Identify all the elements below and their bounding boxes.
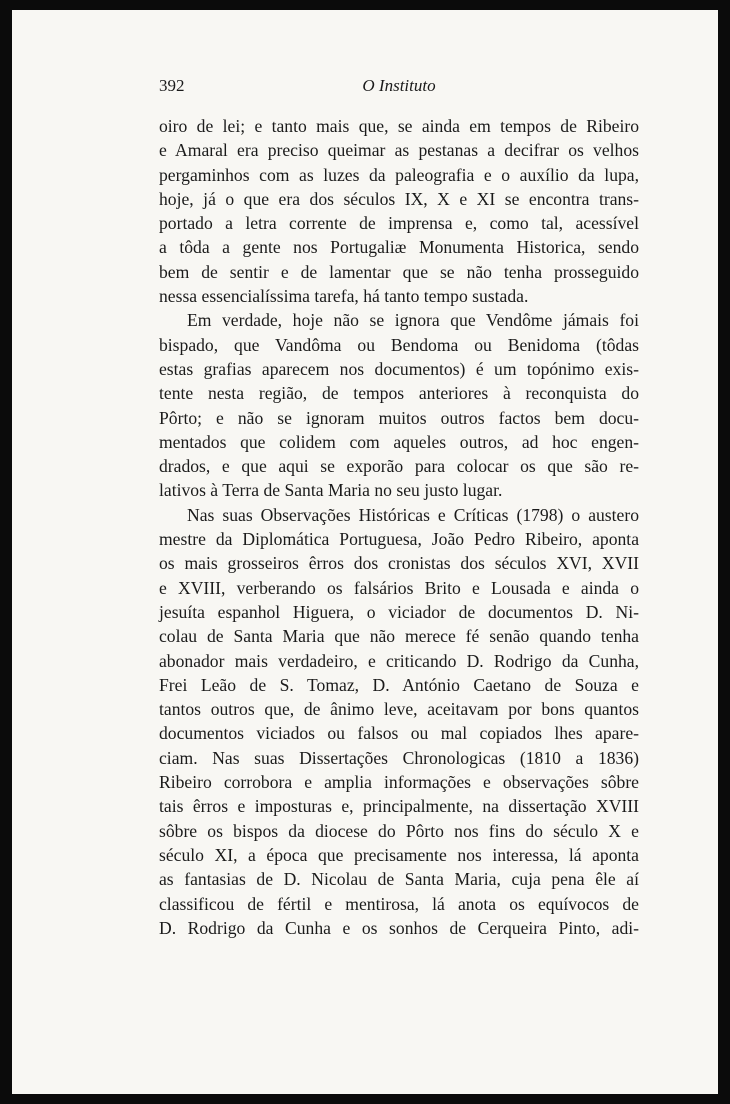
text-line: jesuíta espanhol Higuera, o viciador de documentos D. Ni- (159, 601, 639, 622)
text-line: bem de sentir e de lamentar que se não tenha prosseguido (159, 261, 639, 282)
text-line: mentados que colidem com aqueles outros, ad hoc engen- (159, 431, 639, 452)
text-line: e XVIII, verberando os falsários Brito e Lousada e ainda o (159, 577, 639, 598)
text-line: as fantasias de D. Nicolau de Santa Maria, cuja pena êle aí (159, 869, 639, 890)
text-line: século XI, a época que precisamente nos interessa, lá aponta (159, 844, 639, 865)
book-page (12, 10, 718, 1094)
text-line: Pôrto; e não se ignoram muitos outros factos bem docu- (159, 407, 639, 428)
page-number: 392 (159, 76, 185, 95)
text-line: Nas suas Observações Históricas e Críticas (1798) o austero (187, 504, 639, 525)
text-line: abonador mais verdadeiro, e criticando D. Rodrigo da Cunha, (159, 650, 639, 671)
running-title: O Instituto (362, 76, 436, 95)
text-line: documentos viciados ou falsos ou mal copiados lhes apare- (159, 723, 639, 744)
text-line: tente nesta região, de tempos anteriores à reconquista do (159, 383, 639, 404)
text-line: classificou de fértil e mentirosa, lá anota os equívocos de (159, 893, 639, 914)
text-line: hoje, já o que era dos séculos IX, X e XI se encontra trans- (159, 188, 639, 209)
text-line: Em verdade, hoje não se ignora que Vendôme jámais foi (187, 310, 639, 331)
text-line: e Amaral era preciso queimar as pestanas a decifrar os velhos (159, 140, 639, 161)
text-line: mestre da Diplomática Portuguesa, João Pedro Ribeiro, aponta (159, 529, 639, 550)
text-line: os mais grosseiros êrros dos cronistas dos séculos XVI, XVII (159, 553, 639, 574)
text-line: Ribeiro corrobora e amplia informações e observações sôbre (159, 772, 639, 793)
text-line: lativos à Terra de Santa Maria no seu justo lugar. (159, 480, 503, 501)
text-line: sôbre os bispos da diocese do Pôrto nos fins do século X e (159, 820, 639, 841)
text-line: portado a letra corrente de imprensa e, como tal, acessível (159, 213, 639, 234)
text-line: D. Rodrigo da Cunha e os sonhos de Cerqueira Pinto, adi- (159, 917, 639, 938)
text-line: colau de Santa Maria que não merece fé senão quando tenha (159, 626, 639, 647)
text-line: bispado, que Vandôma ou Bendoma ou Benidoma (tôdas (159, 334, 639, 355)
text-line: a tôda a gente nos Portugaliæ Monumenta Historica, sendo (159, 237, 639, 258)
text-line: ciam. Nas suas Dissertações Chronologicas (1810 a 1836) (159, 747, 639, 768)
text-line: tantos outros que, de ânimo leve, aceitavam por bons quantos (159, 699, 639, 720)
text-line: pergaminhos com as luzes da paleografia e o auxílio da lupa, (159, 164, 639, 185)
text-line: estas grafias aparecem nos documentos) é um topónimo exis- (159, 358, 639, 379)
text-line: drados, e que aqui se exporão para colocar os que são re- (159, 456, 639, 477)
text-line: oiro de lei; e tanto mais que, se ainda em tempos de Ribeiro (159, 116, 639, 136)
text-line: nessa essencialíssima tarefa, há tanto tempo sustada. (159, 286, 529, 307)
body-text (159, 114, 639, 940)
text-line: tais êrros e imposturas e, principalmente, na dissertação XVIII (159, 796, 639, 817)
page-header (159, 76, 639, 102)
text-line: Frei Leão de S. Tomaz, D. António Caetano de Souza e (159, 674, 639, 695)
